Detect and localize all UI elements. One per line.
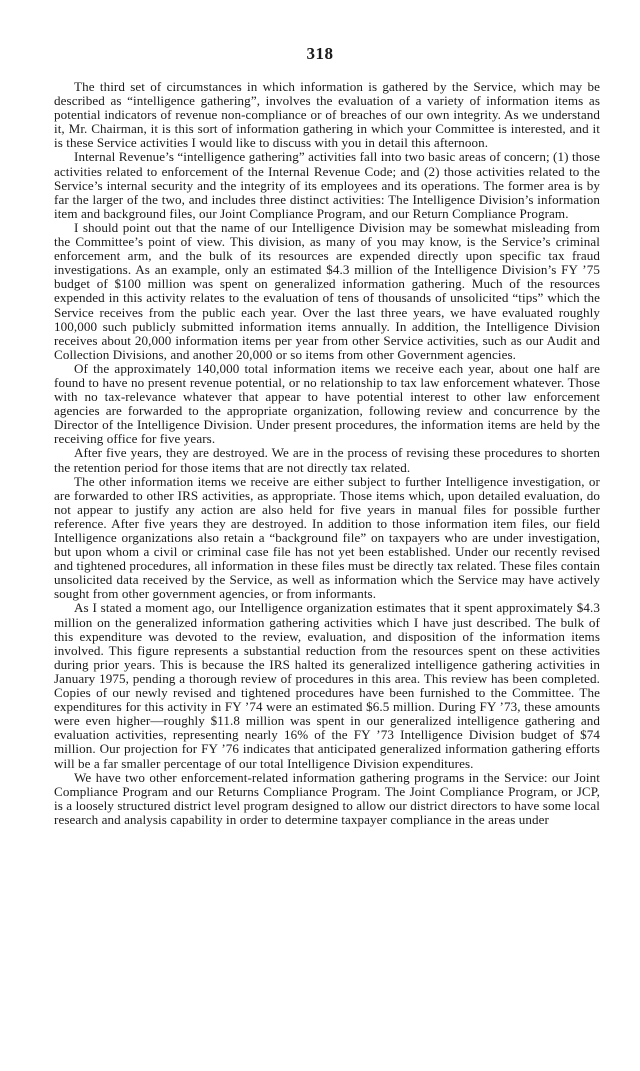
paragraph-3: I should point out that the name of our Intelligence Division may be somewhat misleading from the Committee’s point of view. This division, as many of you may know, is the Service’s criminal enforcement arm, and the bulk of its resources are expended directly upon specific tax fraud investigations. As an example, only an estimated $4.3 million of the Intelligence Division’s FY ’75 budget of $100 million was spent on generalized information gathering. Much of the resources expended in this activity relates to the evaluation of tens of thousands of unsolicited “tips” which the Service receives from the public each year. Over the last three years, we have evaluated roughly 100,000 such publicly submitted information items annually. In addition, the Intelligence Division receives about 20,000 information items per year from other Service activities, such as our Audit and Collection Divisions, and another 20,000 or so items from other Government agencies. — [54, 219, 600, 362]
paragraph-8: We have two other enforcement-related information gathering programs in the Service: our Joint Compliance Program and our Returns Compliance Program. The Joint Compliance Program, or JCP, is a loosely structured district level program designed to allow our district directors to have some local research and analysis capability in order to determine taxpayer compliance in the areas under — [54, 769, 600, 827]
paragraph-4: Of the approximately 140,000 total information items we receive each year, about one half are found to have no present revenue potential, or no relationship to tax law enforcement whatever. Those with no tax-relevance whatever that appear to have potential interest to other law enforcement agencies are forwarded to the appropriate organization, following review and concurrence by the Director of the Intelligence Division. Under present procedures, the information items are held by the receiving office for five years. — [54, 360, 600, 447]
paragraph-5: After five years, they are destroyed. We are in the process of revising these procedures to shorten the retention period for those items that are not directly tax related. — [54, 445, 600, 475]
paragraph-6: The other information items we receive are either subject to further Intelligence investigation, or are forwarded to other IRS activities, as appropriate. Those items which, upon detailed evaluation, do not appear to justify any action are also held for five years in manual files for possible further reference. After five years they are destroyed. In addition to those information item files, our field Intelligence organizations also retain a “background file” on taxpayers who are under investigation, but upon whom a civil or criminal case file has not yet been established. Under our recently revised and tightened procedures, all information in these files must be directly tax related. These files contain unsolicited data received by the Service, as well as information which the Service may have actively sought from other government agencies, or from informants. — [54, 473, 600, 602]
page-number: 318 — [306, 44, 334, 63]
body-text — [54, 80, 600, 827]
paragraph-2: Internal Revenue’s “intelligence gathering” activities fall into two basic areas of concern; (1) those activities related to enforcement of the Internal Revenue Code; and (2) those activities related to the Service’s internal security and the integrity of its employees and its operations. The former area is by far the larger of the two, and includes three distinct activities: The Intelligence Division’s information item and background files, our Joint Compliance Program, and our Return Compliance Program. — [54, 149, 600, 221]
paragraph-1: The third set of circumstances in which information is gathered by the Service, which may be described as “intelligence gathering”, involves the evaluation of a variety of information items as potential indicators of revenue non-compliance or of breaches of our own integrity. As we understand it, Mr. Chairman, it is this sort of information gathering in which your Committee is interested, and it is these Service activities I would like to discuss with you in detail this afternoon. — [54, 79, 600, 151]
paragraph-7: As I stated a moment ago, our Intelligence organization estimates that it spent approximately $4.3 million on the generalized information gathering activities which I have just described. The bulk of this expenditure was devoted to the review, evaluation, and disposition of the information items involved. This figure represents a substantial reduction from the resources spent on these activities during prior years. This is because the IRS halted its generalized intelligence gathering activities in January 1975, pending a thorough review of procedures in this area. This review has been completed. Copies of our newly revised and tightened procedures have been furnished to the Committee. The expenditures for this activity in FY ’74 were an estimated $6.5 million. During FY ’73, these amounts were even higher—roughly $11.8 million was spent in our generalized intelligence gathering and evaluation activities, representing nearly 16% of the FY ’73 Intelligence Division budget of $74 million. Our projection for FY ’76 indicates that anticipated generalized information gathering efforts will be a far smaller percentage of our total Intelligence Division expenditures. — [54, 600, 600, 771]
